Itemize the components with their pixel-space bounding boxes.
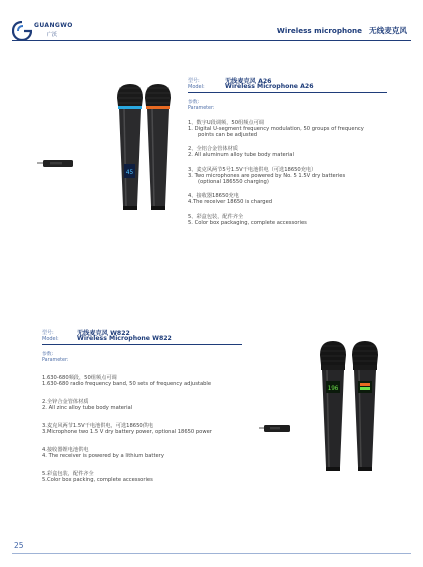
- w822-name-cn: 无线麦克风 W822: [77, 330, 130, 337]
- w822-feature-2: 2.全锌合金管体材质 2. All zinc alloy tube body material: [42, 399, 133, 411]
- a26-name-en: Wireless Microphone A26: [225, 83, 314, 90]
- page-number: 25: [14, 541, 24, 550]
- page-header: [0, 0, 423, 50]
- a26-feature-3: 3、麦克风两节5号1.5V干电池供电（可选18650充电） 3. Two microphones are powered by No. 5 1.5V dry batteries (optional 186550 charging): [188, 167, 346, 185]
- a26-screen-text: 45: [125, 169, 134, 176]
- footer-divider: [12, 553, 411, 554]
- a26-spec: [188, 77, 388, 237]
- a26-product-image: [25, 78, 175, 218]
- logo-icon: [12, 21, 32, 41]
- brand-name: GUANGWO: [34, 22, 73, 29]
- header-title: [277, 25, 407, 36]
- w822-param-en: Parameter:: [42, 358, 69, 363]
- w822-mic-left: [320, 341, 346, 471]
- brand-logo: [12, 20, 122, 42]
- a26-feature-1: 1、数字U段调频，50组频点可调 1. Digital U-segment frequency modulation, 50 groups of frequency points can be adjusted: [188, 120, 364, 138]
- w822-feature-4: 4.接收器锂电池供电 4. The receiver is powered by a lithium battery: [42, 447, 164, 459]
- brand-sub: 广沃: [47, 32, 58, 38]
- a26-divider: [188, 92, 387, 93]
- a26-feature-4: 4、接收器18650充电 4.The receiver 18650 is charged: [188, 193, 273, 205]
- a26-receiver: [37, 160, 73, 167]
- w822-spec: [42, 329, 242, 494]
- a26-mic-right: [145, 84, 171, 210]
- a26-model-label-cn: 型号:: [188, 78, 200, 84]
- header-title-cn: 无线麦克风: [369, 26, 407, 35]
- a26-mic-left: [117, 84, 143, 210]
- a26-model-label-en: Model:: [188, 84, 205, 90]
- w822-model-label-en: Model:: [42, 336, 59, 342]
- a26-param-cn: 参数:: [188, 100, 200, 105]
- a26-feature-2: 2、全铝合金管体材质 2. All aluminum alloy tube body material: [188, 146, 294, 158]
- w822-divider: [42, 344, 242, 345]
- w822-receiver: [259, 425, 290, 432]
- w822-feature-1: 1.630-680频段，50组频点可调 1.630-680 radio frequency band, 50 sets of frequency adjustable: [42, 375, 212, 387]
- w822-feature-5: 5.彩盒包装，配件齐全 5.Color box packing, complete accessories: [42, 471, 153, 483]
- w822-feature-3: 3.麦克风两节1.5V干电池供电，可选18650供电 3.Microphone two 1.5 V dry battery power, optional 18650 power: [42, 423, 212, 435]
- a26-name-cn: 无线麦克风 A26: [225, 78, 272, 85]
- w822-param-cn: 参数:: [42, 352, 54, 357]
- w822-name-en: Wireless Microphone W822: [77, 335, 172, 342]
- a26-feature-5: 5、彩盒包装，配件齐全 5. Color box packaging, complete accessories: [188, 214, 307, 226]
- a26-param-en: Parameter:: [188, 106, 215, 111]
- w822-model-label-cn: 型号:: [42, 330, 54, 336]
- w822-mic-right: [352, 341, 378, 471]
- header-divider: [12, 40, 411, 41]
- w822-product-image: [250, 337, 400, 472]
- header-title-en: Wireless microphone: [276, 26, 363, 35]
- w822-screen-text: 196: [327, 385, 339, 392]
